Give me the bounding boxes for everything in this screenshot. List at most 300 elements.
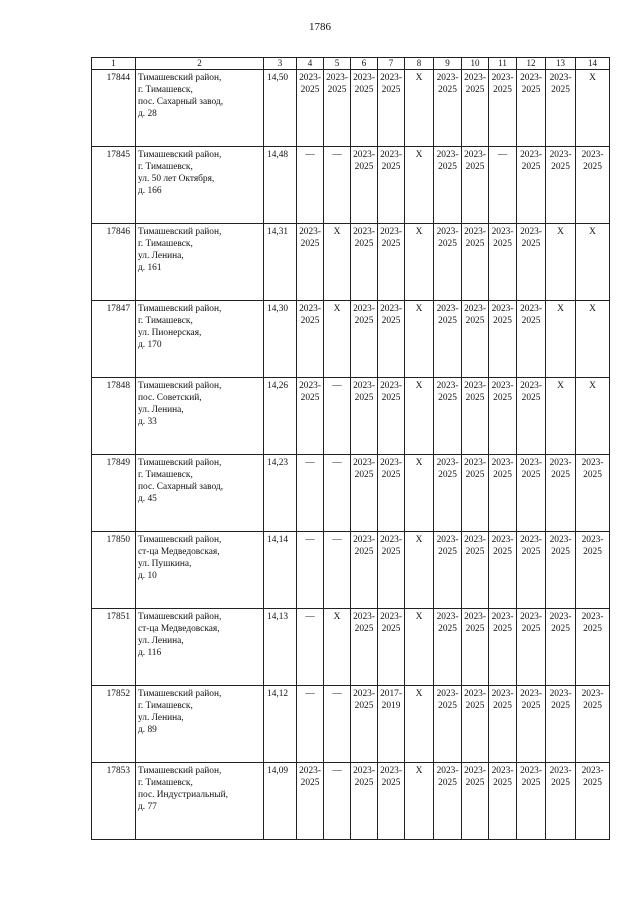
register-table (91, 57, 610, 840)
table-row (92, 763, 610, 840)
period-cell-col-12 (517, 763, 546, 840)
table-body (92, 70, 610, 840)
period-label: 2023- 2025 (581, 535, 604, 557)
period-cell-col-6 (351, 609, 378, 686)
col-header-8: 8 (405, 58, 434, 70)
period-label: 2023- 2025 (491, 458, 514, 480)
period-cell-col-14 (576, 224, 610, 301)
address-cell (136, 301, 264, 378)
period-label: 2023- 2025 (299, 227, 321, 249)
period-cell-col-9 (434, 378, 462, 455)
period-label: 2023- 2025 (549, 150, 572, 172)
period-label: 2023- 2025 (299, 73, 321, 95)
period-label: X (557, 227, 564, 237)
period-label: 2023- 2025 (491, 227, 514, 249)
col-header-12: 12 (517, 58, 546, 70)
period-label: 2023- 2025 (520, 381, 542, 403)
period-label: 2023- 2025 (353, 535, 375, 557)
period-label: 2023- 2025 (436, 381, 459, 403)
period-cell-col-7 (378, 378, 405, 455)
period-label: 2023- 2025 (491, 73, 514, 95)
period-cell-col-6 (351, 378, 378, 455)
period-label: 2023- 2025 (520, 304, 542, 326)
record-number: 17845 (92, 147, 136, 224)
period-cell-col-12 (517, 70, 546, 147)
value-cell: 14,26 (264, 378, 297, 455)
period-label: 2023- 2025 (464, 535, 486, 557)
period-cell-col-4 (297, 378, 324, 455)
period-label: 2023- 2025 (549, 612, 572, 634)
period-cell-col-13 (546, 763, 576, 840)
period-label: X (415, 766, 423, 776)
value-cell: 14,50 (264, 70, 297, 147)
period-label: 2023- 2025 (380, 766, 402, 788)
address-line: г. Тимашевск, (138, 701, 193, 711)
address-line: Тимашевский район, (138, 535, 222, 545)
address-line: ул. Пионерская, (138, 328, 202, 338)
period-label: 2023- 2025 (549, 73, 572, 95)
col-header-4: 4 (297, 58, 324, 70)
period-label: 2023- 2025 (353, 458, 375, 480)
period-cell-col-4 (297, 455, 324, 532)
period-label: 2023- 2025 (520, 689, 542, 711)
period-cell-col-4 (297, 224, 324, 301)
period-label: 2023- 2025 (299, 304, 321, 326)
address-line: д. 28 (138, 109, 157, 119)
period-label: 2023- 2025 (520, 535, 542, 557)
period-cell-col-5 (324, 609, 351, 686)
address-line: ул. Ленина, (138, 713, 184, 723)
address-line: г. Тимашевск, (138, 162, 193, 172)
period-label: 2023- 2025 (299, 381, 321, 403)
address-line: г. Тимашевск, (138, 778, 193, 788)
period-cell-col-6 (351, 532, 378, 609)
period-cell-col-4 (297, 147, 324, 224)
period-label: X (415, 535, 423, 545)
period-label: — (305, 458, 315, 468)
period-cell-col-9 (434, 532, 462, 609)
period-cell-col-8 (405, 532, 434, 609)
period-label: — (305, 535, 315, 545)
address-cell (136, 378, 264, 455)
table-row (92, 609, 610, 686)
period-cell-col-10 (462, 224, 489, 301)
period-cell-col-8 (405, 224, 434, 301)
period-label: — (497, 150, 508, 160)
period-label: 2023- 2025 (581, 689, 604, 711)
col-header-13: 13 (546, 58, 576, 70)
period-cell-col-9 (434, 70, 462, 147)
address-line: ст-ца Медведовская, (138, 547, 220, 557)
col-header-14: 14 (576, 58, 610, 70)
period-cell-col-7 (378, 455, 405, 532)
period-label: 2023- 2025 (549, 535, 572, 557)
address-line: д. 10 (138, 571, 157, 581)
period-label: — (305, 612, 315, 622)
address-line: ул. 50 лет Октября, (138, 174, 215, 184)
period-cell-col-14 (576, 686, 610, 763)
period-cell-col-13 (546, 686, 576, 763)
period-label: 2023- 2025 (491, 689, 514, 711)
table-row (92, 378, 610, 455)
table-row (92, 224, 610, 301)
period-cell-col-5 (324, 455, 351, 532)
address-line: пос. Сахарный завод, (138, 97, 224, 107)
column-number-row (92, 58, 610, 70)
address-cell (136, 763, 264, 840)
period-cell-col-10 (462, 455, 489, 532)
col-header-2: 2 (136, 58, 264, 70)
record-number: 17849 (92, 455, 136, 532)
period-cell-col-6 (351, 147, 378, 224)
address-line: ул. Ленина, (138, 251, 184, 261)
period-cell-col-5 (324, 378, 351, 455)
period-cell-col-14 (576, 455, 610, 532)
period-label: 2023- 2025 (464, 227, 486, 249)
period-cell-col-8 (405, 378, 434, 455)
period-cell-col-6 (351, 455, 378, 532)
address-line: Тимашевский район, (138, 304, 222, 314)
period-label: X (415, 73, 423, 83)
period-cell-col-10 (462, 609, 489, 686)
value-cell: 14,48 (264, 147, 297, 224)
period-cell-col-11 (489, 378, 517, 455)
address-line: ул. Ленина, (138, 636, 184, 646)
period-cell-col-13 (546, 70, 576, 147)
period-cell-col-9 (434, 686, 462, 763)
value-cell: 14,30 (264, 301, 297, 378)
address-cell (136, 532, 264, 609)
col-header-11: 11 (489, 58, 517, 70)
period-cell-col-5 (324, 147, 351, 224)
period-cell-col-5 (324, 532, 351, 609)
address-line: пос. Сахарный завод, (138, 482, 224, 492)
period-cell-col-5 (324, 301, 351, 378)
col-header-9: 9 (434, 58, 462, 70)
period-label: — (332, 458, 342, 468)
period-label: 2023- 2025 (520, 73, 542, 95)
period-cell-col-11 (489, 147, 517, 224)
period-cell-col-5 (324, 70, 351, 147)
period-cell-col-14 (576, 70, 610, 147)
period-cell-col-4 (297, 532, 324, 609)
period-cell-col-11 (489, 532, 517, 609)
period-label: 2023- 2025 (326, 73, 348, 95)
period-label: X (415, 381, 423, 391)
address-line: ст-ца Медведовская, (138, 624, 220, 634)
period-label: 2023- 2025 (380, 458, 402, 480)
period-cell-col-14 (576, 301, 610, 378)
record-number: 17853 (92, 763, 136, 840)
period-label: 2023- 2025 (520, 227, 542, 249)
period-cell-col-10 (462, 532, 489, 609)
period-label: 2023- 2025 (436, 458, 459, 480)
period-cell-col-9 (434, 455, 462, 532)
period-label: 2023- 2025 (436, 73, 459, 95)
period-label: 2023- 2025 (353, 150, 375, 172)
record-number: 17844 (92, 70, 136, 147)
address-cell (136, 686, 264, 763)
period-label: 2023- 2025 (436, 612, 459, 634)
period-cell-col-10 (462, 70, 489, 147)
period-label: 2023- 2025 (581, 150, 604, 172)
period-label: 2023- 2025 (436, 304, 459, 326)
period-label: 2023- 2025 (520, 458, 542, 480)
period-label: 2023- 2025 (353, 381, 375, 403)
address-line: д. 77 (138, 802, 157, 812)
table-row (92, 686, 610, 763)
period-cell-col-12 (517, 455, 546, 532)
period-label: 2023- 2025 (436, 227, 459, 249)
period-label: 2023- 2025 (380, 535, 402, 557)
period-cell-col-10 (462, 763, 489, 840)
period-label: — (305, 150, 315, 160)
period-label: 2023- 2025 (581, 766, 604, 788)
address-line: Тимашевский район, (138, 689, 222, 699)
period-label: 2023- 2025 (464, 304, 486, 326)
period-label: X (415, 612, 423, 622)
period-label: 2023- 2025 (464, 73, 486, 95)
period-cell-col-10 (462, 378, 489, 455)
table-row (92, 455, 610, 532)
period-cell-col-7 (378, 70, 405, 147)
period-cell-col-11 (489, 70, 517, 147)
period-cell-col-11 (489, 763, 517, 840)
address-line: Тимашевский район, (138, 766, 222, 776)
period-cell-col-10 (462, 301, 489, 378)
address-line: д. 116 (138, 648, 162, 658)
period-cell-col-11 (489, 455, 517, 532)
period-label: 2023- 2025 (520, 612, 542, 634)
period-label: 2023- 2025 (380, 227, 402, 249)
address-cell (136, 70, 264, 147)
record-number: 17852 (92, 686, 136, 763)
period-label: 2023- 2025 (353, 766, 375, 788)
address-line: Тимашевский район, (138, 227, 222, 237)
period-label: 2023- 2025 (491, 612, 514, 634)
address-line: Тимашевский район, (138, 612, 222, 622)
address-line: д. 89 (138, 725, 157, 735)
period-cell-col-9 (434, 301, 462, 378)
period-cell-col-14 (576, 532, 610, 609)
period-cell-col-10 (462, 147, 489, 224)
address-line: д. 170 (138, 340, 162, 350)
period-label: 2023- 2025 (549, 766, 572, 788)
period-cell-col-11 (489, 609, 517, 686)
period-cell-col-12 (517, 609, 546, 686)
period-cell-col-4 (297, 70, 324, 147)
period-cell-col-14 (576, 147, 610, 224)
period-cell-col-8 (405, 147, 434, 224)
period-label: 2023- 2025 (436, 689, 459, 711)
period-label: 2023- 2025 (491, 535, 514, 557)
period-label: 2023- 2025 (581, 612, 604, 634)
period-label: — (332, 689, 342, 699)
period-label: 2023- 2025 (353, 227, 375, 249)
period-label: 2023- 2025 (436, 150, 459, 172)
period-cell-col-10 (462, 686, 489, 763)
record-number: 17848 (92, 378, 136, 455)
period-cell-col-7 (378, 301, 405, 378)
period-label: 2023- 2025 (464, 689, 486, 711)
record-number: 17851 (92, 609, 136, 686)
period-cell-col-4 (297, 301, 324, 378)
period-label: 2023- 2025 (520, 150, 542, 172)
period-label: 2023- 2025 (464, 612, 486, 634)
record-number: 17847 (92, 301, 136, 378)
period-label: 2023- 2025 (353, 304, 375, 326)
period-cell-col-4 (297, 763, 324, 840)
period-cell-col-8 (405, 70, 434, 147)
address-line: ул. Пушкина, (138, 559, 192, 569)
period-label: X (557, 304, 564, 314)
period-cell-col-11 (489, 686, 517, 763)
period-label: X (589, 304, 596, 314)
period-cell-col-12 (517, 224, 546, 301)
period-label: 2023- 2025 (380, 381, 402, 403)
period-cell-col-8 (405, 763, 434, 840)
period-label: 2023- 2025 (380, 73, 402, 95)
address-line: Тимашевский район, (138, 458, 222, 468)
period-label: 2023- 2025 (353, 689, 375, 711)
period-label: 2023- 2025 (491, 304, 514, 326)
period-label: 2023- 2025 (464, 150, 486, 172)
value-cell: 14,13 (264, 609, 297, 686)
value-cell: 14,09 (264, 763, 297, 840)
record-number: 17846 (92, 224, 136, 301)
period-cell-col-8 (405, 455, 434, 532)
address-line: Тимашевский район, (138, 150, 222, 160)
period-label: X (415, 458, 423, 468)
period-cell-col-6 (351, 301, 378, 378)
col-header-7: 7 (378, 58, 405, 70)
period-label: — (332, 535, 342, 545)
address-line: г. Тимашевск, (138, 470, 193, 480)
period-label: — (305, 689, 315, 699)
address-cell (136, 147, 264, 224)
period-label: — (332, 766, 342, 776)
period-label: — (332, 381, 342, 391)
table-row (92, 147, 610, 224)
period-cell-col-13 (546, 378, 576, 455)
period-cell-col-13 (546, 455, 576, 532)
period-cell-col-13 (546, 301, 576, 378)
address-cell (136, 609, 264, 686)
period-cell-col-13 (546, 609, 576, 686)
period-cell-col-13 (546, 532, 576, 609)
period-label: 2023- 2025 (380, 612, 402, 634)
period-label: 2023- 2025 (436, 535, 459, 557)
period-cell-col-13 (546, 224, 576, 301)
period-label: 2023- 2025 (464, 381, 486, 403)
period-label: X (415, 304, 423, 314)
value-cell: 14,23 (264, 455, 297, 532)
period-label: 2023- 2025 (549, 458, 572, 480)
address-line: г. Тимашевск, (138, 239, 193, 249)
period-label: 2023- 2025 (491, 766, 514, 788)
period-cell-col-6 (351, 70, 378, 147)
period-cell-col-14 (576, 378, 610, 455)
period-cell-col-4 (297, 609, 324, 686)
period-label: 2023- 2025 (549, 689, 572, 711)
period-label: X (589, 227, 596, 237)
period-cell-col-9 (434, 763, 462, 840)
period-label: X (333, 612, 341, 622)
address-cell (136, 455, 264, 532)
page-number: 1786 (309, 21, 331, 33)
period-cell-col-8 (405, 301, 434, 378)
period-cell-col-14 (576, 763, 610, 840)
col-header-1: 1 (92, 58, 136, 70)
period-label: X (333, 304, 341, 314)
period-label: 2023- 2025 (464, 458, 486, 480)
col-header-5: 5 (324, 58, 351, 70)
period-cell-col-7 (378, 532, 405, 609)
period-cell-col-7 (378, 609, 405, 686)
period-label: 2023- 2025 (464, 766, 486, 788)
period-cell-col-12 (517, 532, 546, 609)
period-label: 2017- 2019 (380, 689, 402, 711)
period-cell-col-7 (378, 147, 405, 224)
record-number: 17850 (92, 532, 136, 609)
address-line: ул. Ленина, (138, 405, 184, 415)
table-row (92, 70, 610, 147)
table-row (92, 301, 610, 378)
address-line: Тимашевский район, (138, 381, 222, 391)
period-label: 2023- 2025 (380, 150, 402, 172)
table-row (92, 532, 610, 609)
period-cell-col-12 (517, 147, 546, 224)
period-label: X (415, 150, 423, 160)
period-cell-col-4 (297, 686, 324, 763)
period-label: X (557, 381, 564, 391)
period-label: 2023- 2025 (353, 612, 375, 634)
address-line: д. 161 (138, 263, 162, 273)
period-label: 2023- 2025 (491, 381, 514, 403)
period-label: 2023- 2025 (299, 766, 321, 788)
period-cell-col-12 (517, 378, 546, 455)
period-cell-col-7 (378, 763, 405, 840)
period-cell-col-12 (517, 686, 546, 763)
period-cell-col-5 (324, 224, 351, 301)
period-label: — (332, 150, 342, 160)
value-cell: 14,31 (264, 224, 297, 301)
period-label: X (333, 227, 341, 237)
period-cell-col-7 (378, 686, 405, 763)
address-line: г. Тимашевск, (138, 316, 193, 326)
col-header-10: 10 (462, 58, 489, 70)
period-label: X (589, 381, 596, 391)
period-cell-col-5 (324, 686, 351, 763)
period-cell-col-9 (434, 147, 462, 224)
period-cell-col-12 (517, 301, 546, 378)
period-cell-col-6 (351, 763, 378, 840)
period-label: 2023- 2025 (436, 766, 459, 788)
period-cell-col-11 (489, 301, 517, 378)
period-cell-col-8 (405, 609, 434, 686)
period-cell-col-13 (546, 147, 576, 224)
address-line: пос. Индустриальный, (138, 790, 228, 800)
col-header-6: 6 (351, 58, 378, 70)
period-label: 2023- 2025 (581, 458, 604, 480)
period-label: X (589, 73, 596, 83)
period-label: X (415, 689, 423, 699)
period-cell-col-9 (434, 224, 462, 301)
period-cell-col-6 (351, 224, 378, 301)
value-cell: 14,12 (264, 686, 297, 763)
col-header-3: 3 (264, 58, 297, 70)
address-line: г. Тимашевск, (138, 85, 193, 95)
